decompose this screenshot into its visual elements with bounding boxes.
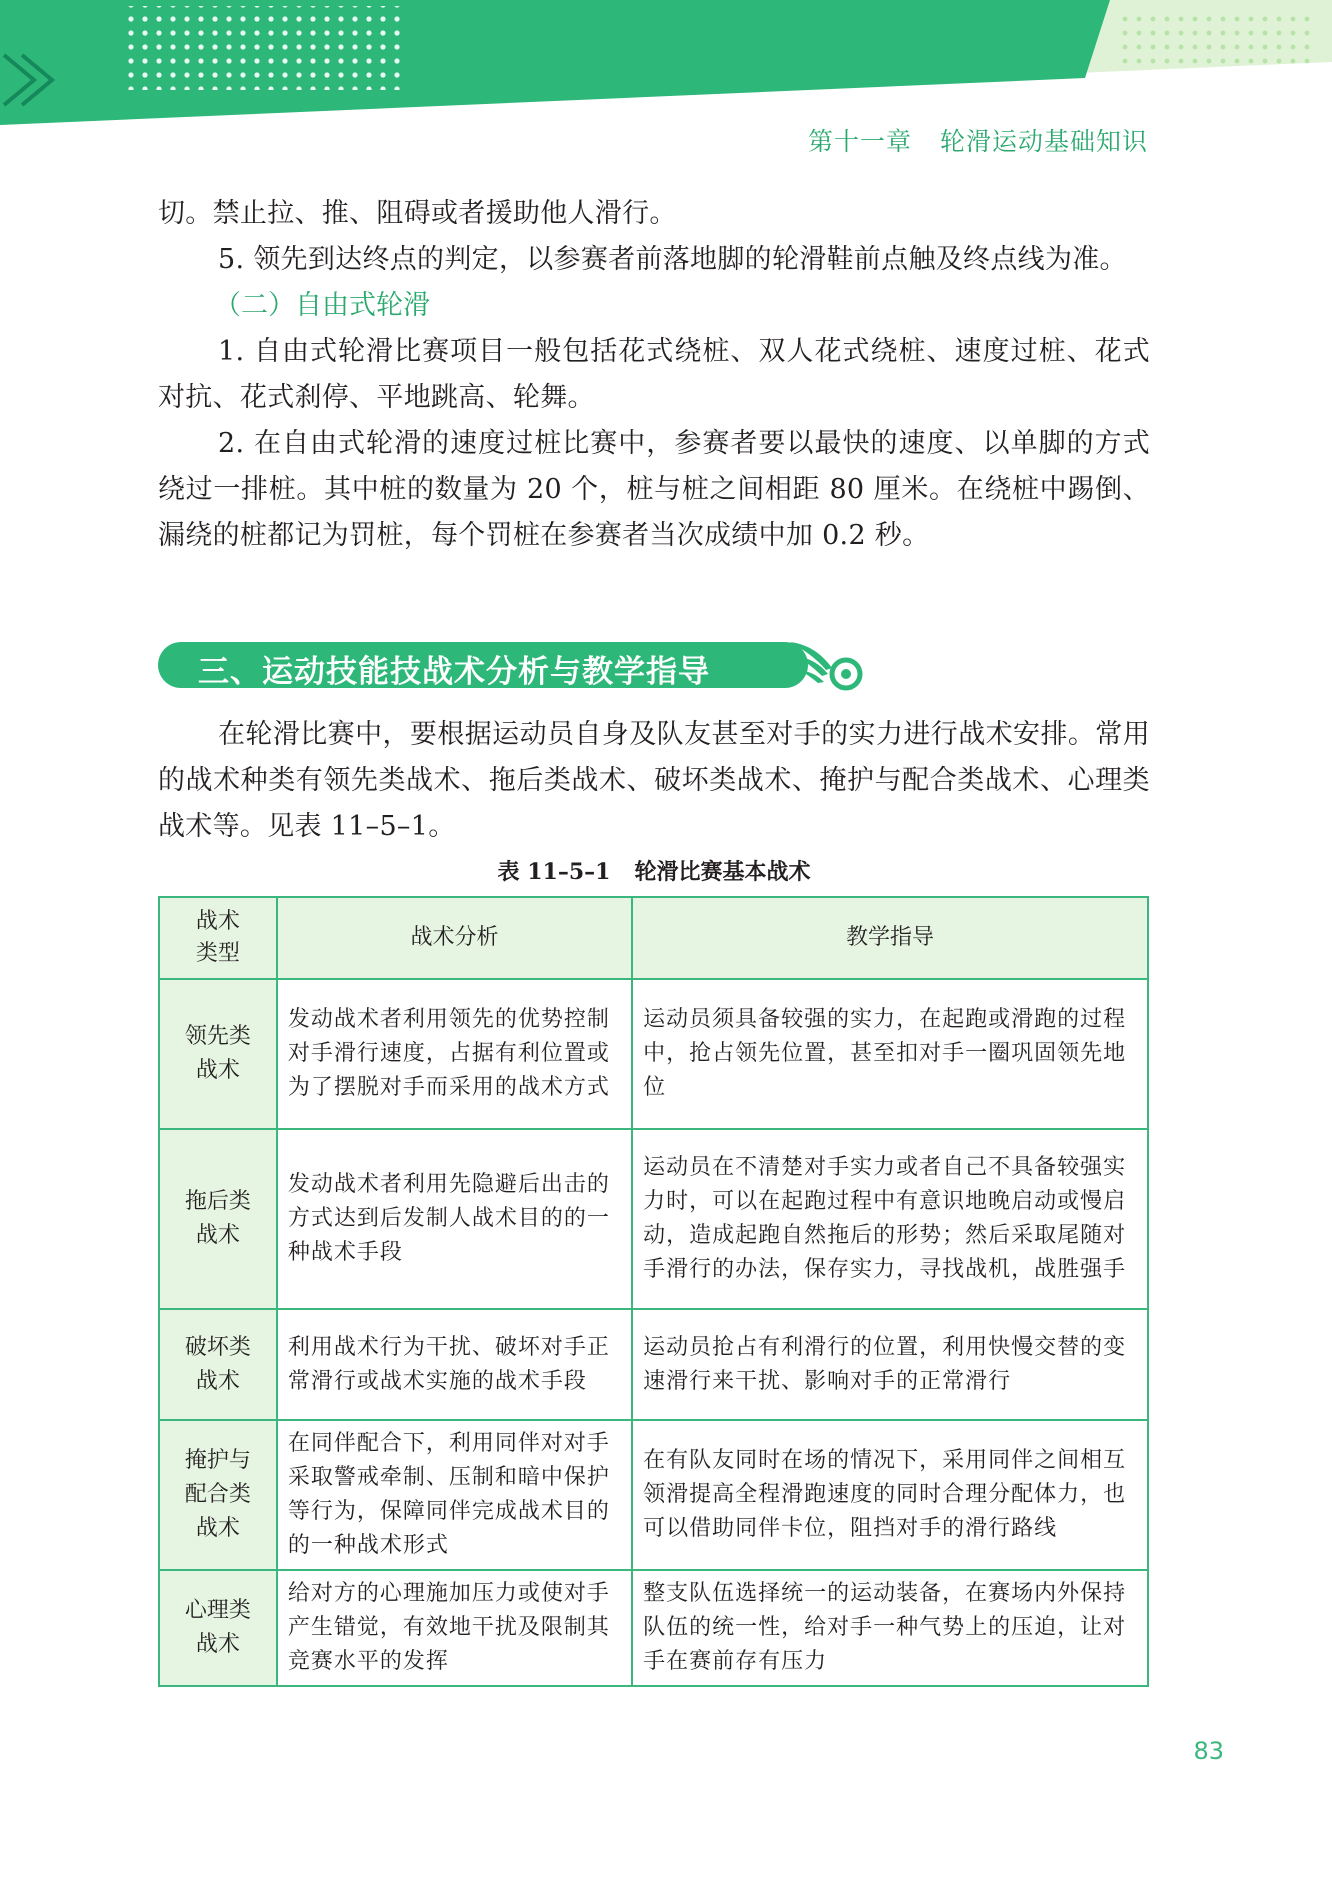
table-caption: [158, 855, 1150, 886]
analysis-cell: 发动战术者利用领先的优势控制对手滑行速度，占据有利位置或为了摆脱对手而采用的战术方式: [277, 979, 632, 1129]
guidance-cell: 在有队友同时在场的情况下，采用同伴之间相互领滑提高全程滑跑速度的同时合理分配体力，也可以借助同伴卡位，阻挡对手的滑行路线: [632, 1420, 1148, 1570]
table-row: [159, 1129, 1148, 1309]
text-block-1: [158, 191, 1150, 559]
tactic-type-cell: 掩护与 配合类 战术: [159, 1420, 277, 1570]
table-number: 表 11–5–1: [497, 859, 611, 885]
paragraph: 5. 领先到达终点的判定，以参赛者前落地脚的轮滑鞋前点触及终点线为准。: [218, 244, 1127, 275]
tactic-type-cell: 破坏类 战术: [159, 1309, 277, 1420]
analysis-cell: 发动战术者利用先隐避后出击的方式达到后发制人战术目的的一种战术手段: [277, 1129, 632, 1309]
guidance-cell: 整支队伍选择统一的运动装备，在赛场内外保持队伍的统一性，给对手一种气势上的压迫，让对手在赛前存有压力: [632, 1570, 1148, 1686]
tactic-type-cell: 拖后类 战术: [159, 1129, 277, 1309]
section-heading: [158, 642, 878, 688]
header-cell: 教学指导: [632, 897, 1148, 979]
guidance-cell: 运动员在不清楚对手实力或者自己不具备较强实力时，可以在起跑过程中有意识地晚启动或慢启动，造成起跑自然拖后的形势；然后采取尾随对手滑行的办法，保存实力，寻找战机，战胜强手: [632, 1129, 1148, 1309]
tactic-type-cell: 领先类 战术: [159, 979, 277, 1129]
table-row: [159, 1420, 1148, 1570]
text-block-2: [158, 712, 1150, 850]
section-title: 三、运动技能技战术分析与教学指导: [198, 654, 710, 690]
paragraph: 1. 自由式轮滑比赛项目一般包括花式绕桩、双人花式绕桩、速度过桩、花式对抗、花式刹停、平地跳高、轮舞。: [158, 336, 1150, 413]
tactics-table: [158, 896, 1149, 1687]
analysis-cell: 给对方的心理施加压力或使对手产生错觉，有效地干扰及限制其竞赛水平的发挥: [277, 1570, 632, 1686]
chapter-title: 轮滑运动基础知识: [939, 127, 1148, 156]
paragraph: 2. 在自由式轮滑的速度过桩比赛中，参赛者要以最快的速度、以单脚的方式绕过一排桩。其中桩的数量为 20 个，桩与桩之间相距 80 厘米。在绕桩中踢倒、漏绕的桩都记为罚桩，每个罚桩在参赛者当次成绩中加 0.2 秒。: [158, 428, 1150, 551]
wing-target-icon: [786, 636, 866, 694]
tactic-type-cell: 心理类 战术: [159, 1570, 277, 1686]
chapter-label: 第十一章: [807, 127, 912, 156]
analysis-cell: 利用战术行为干扰、破坏对手正常滑行或战术实施的战术手段: [277, 1309, 632, 1420]
guidance-cell: 运动员抢占有利滑行的位置，利用快慢交替的变速滑行来干扰、影响对手的正常滑行: [632, 1309, 1148, 1420]
paragraph: 切。禁止拉、推、阻碍或者援助他人滑行。: [158, 198, 677, 229]
table-row: [159, 1570, 1148, 1686]
analysis-cell: 在同伴配合下，利用同伴对对手采取警戒牵制、压制和暗中保护等行为，保障同伴完成战术目的的一种战术形式: [277, 1420, 632, 1570]
page-number: 83: [1193, 1737, 1224, 1765]
subheading: （二）自由式轮滑: [214, 290, 430, 321]
paragraph: 在轮滑比赛中，要根据运动员自身及队友甚至对手的实力进行战术安排。常用的战术种类有领先类战术、拖后类战术、破坏类战术、掩护与配合类战术、心理类战术等。见表 11–5–1。: [158, 719, 1150, 842]
header-cell: 战术分析: [277, 897, 632, 979]
table-row: [159, 979, 1148, 1129]
chapter-header: [808, 122, 1148, 158]
header-banner: [0, 0, 1332, 130]
guidance-cell: 运动员须具备较强的实力，在起跑或滑跑的过程中，抢占领先位置，甚至扣对手一圈巩固领先地位: [632, 979, 1148, 1129]
table-header-row: [159, 897, 1148, 979]
table-row: [159, 1309, 1148, 1420]
table-title: 轮滑比赛基本战术: [634, 859, 811, 885]
header-cell: 战术 类型: [159, 897, 277, 979]
